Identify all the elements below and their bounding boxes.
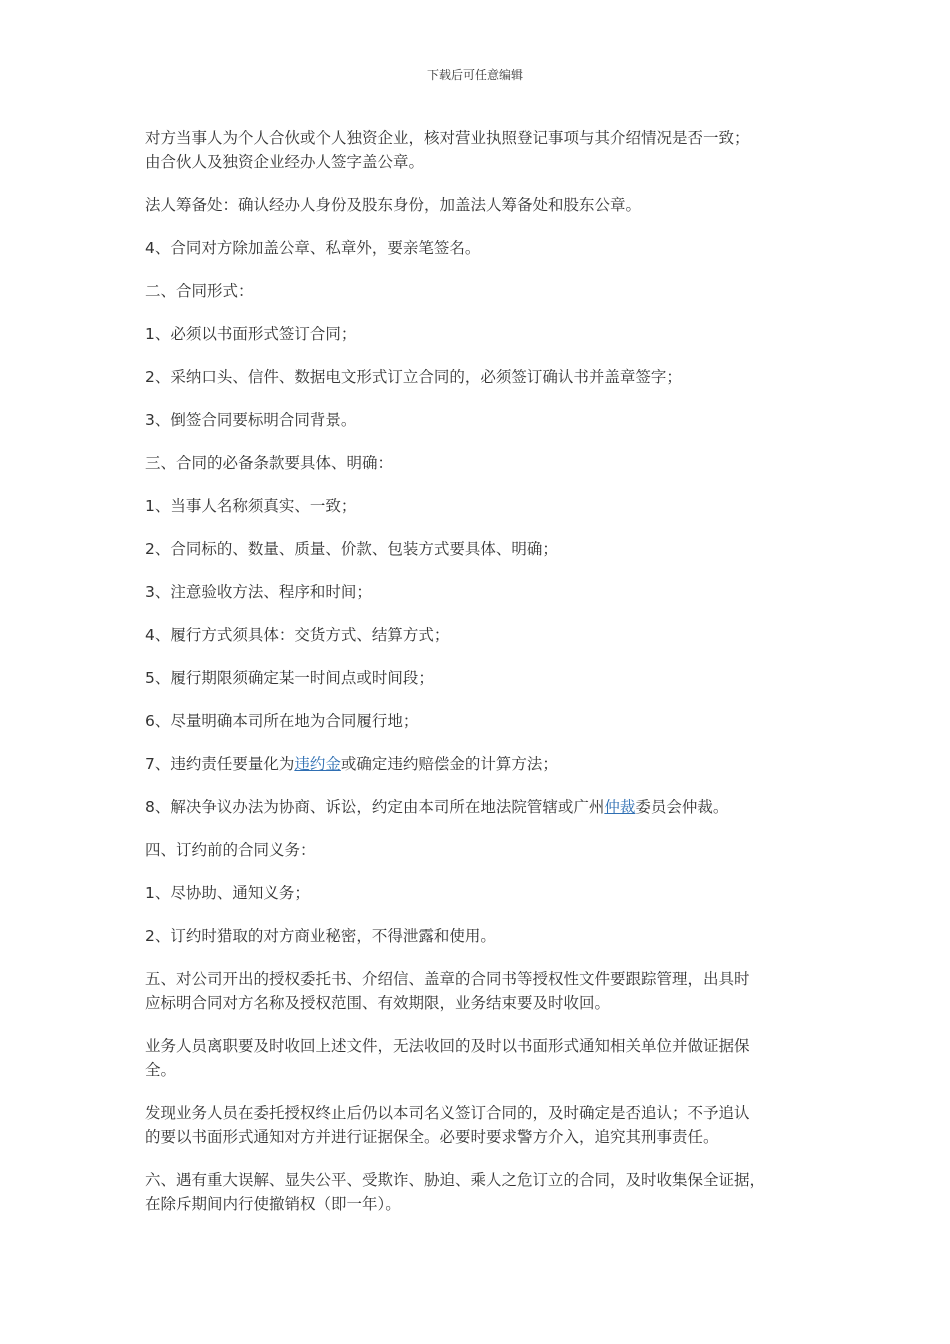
list-item: 5、履行期限须确定某一时间点或时间段； [145, 669, 434, 687]
section-six-revocation [145, 1168, 817, 1216]
list-item: 4、合同对方除加盖公章、私章外，要亲笔签名。 [145, 239, 481, 257]
list-item: 6、尽量明确本司所在地为合同履行地； [145, 712, 419, 730]
paragraph-partnership [145, 126, 817, 174]
paragraph-line: 全。 [145, 1061, 177, 1079]
paragraph-line: 由合伙人及独资企业经办人签字盖公章。 [145, 153, 425, 171]
text-segment: 或确定违约赔偿金的计算方法； [340, 755, 558, 773]
paragraph-resignation [145, 1034, 817, 1082]
link-arbitration[interactable]: 仲裁 [604, 798, 636, 816]
list-item: 2、合同标的、数量、质量、价款、包装方式要具体、明确； [145, 540, 558, 558]
section-heading-contract-form: 二、合同形式： [145, 282, 254, 300]
list-item-dispute [145, 795, 817, 819]
paragraph-line: 发现业务人员在委托授权终止后仍以本司名义签订合同的，及时确定是否追认；不予追认 [145, 1104, 750, 1122]
list-item: 1、当事人名称须真实、一致； [145, 497, 357, 515]
link-liquidated-damages[interactable]: 违约金 [294, 755, 341, 773]
list-item: 2、采纳口头、信件、数据电文形式订立合同的，必须签订确认书并盖章签字； [145, 368, 682, 386]
list-item-liability [145, 752, 817, 776]
paragraph-line: 业务人员离职要及时收回上述文件，无法收回的及时以书面形式通知相关单位并做证据保 [145, 1037, 750, 1055]
list-item: 3、注意验收方法、程序和时间； [145, 583, 372, 601]
list-item: 1、尽协助、通知义务； [145, 884, 310, 902]
paragraph-line: 对方当事人为个人合伙或个人独资企业，核对营业执照登记事项与其介绍情况是否一致； [145, 129, 750, 147]
page-header: 下载后可任意编辑 [426, 68, 523, 82]
list-item: 3、倒签合同要标明合同背景。 [145, 411, 357, 429]
list-item: 1、必须以书面形式签订合同； [145, 325, 357, 343]
document-body [145, 126, 817, 1235]
section-heading-precontract-duties: 四、订约前的合同义务： [145, 841, 316, 859]
paragraph-line: 五、对公司开出的授权委托书、介绍信、盖章的合同书等授权性文件要跟踪管理，出具时 [145, 970, 750, 988]
list-item: 2、订约时猎取的对方商业秘密，不得泄露和使用。 [145, 927, 496, 945]
paragraph-line: 应标明合同对方名称及授权范围、有效期限，业务结束要及时收回。 [145, 994, 611, 1012]
section-heading-required-terms: 三、合同的必备条款要具体、明确： [145, 454, 394, 472]
text-segment: 7、违约责任要量化为 [145, 755, 295, 773]
paragraph-line: 在除斥期间内行使撤销权（即一年）。 [145, 1195, 401, 1213]
paragraph-ratification [145, 1101, 817, 1149]
paragraph-line: 的要以书面形式通知对方并进行证据保全。必要时要求警方介入，追究其刑事责任。 [145, 1128, 719, 1146]
text-segment: 8、解决争议办法为协商、诉讼，约定由本司所在地法院管辖或广州 [145, 798, 605, 816]
paragraph-line: 六、遇有重大误解、显失公平、受欺诈、胁迫、乘人之危订立的合同，及时收集保全证据， [145, 1171, 766, 1189]
list-item: 4、履行方式须具体：交货方式、结算方式； [145, 626, 450, 644]
text-segment: 委员会仲裁。 [635, 798, 729, 816]
section-five-authorization [145, 967, 817, 1015]
paragraph-preparatory-office: 法人筹备处：确认经办人身份及股东身份，加盖法人筹备处和股东公章。 [145, 196, 642, 214]
